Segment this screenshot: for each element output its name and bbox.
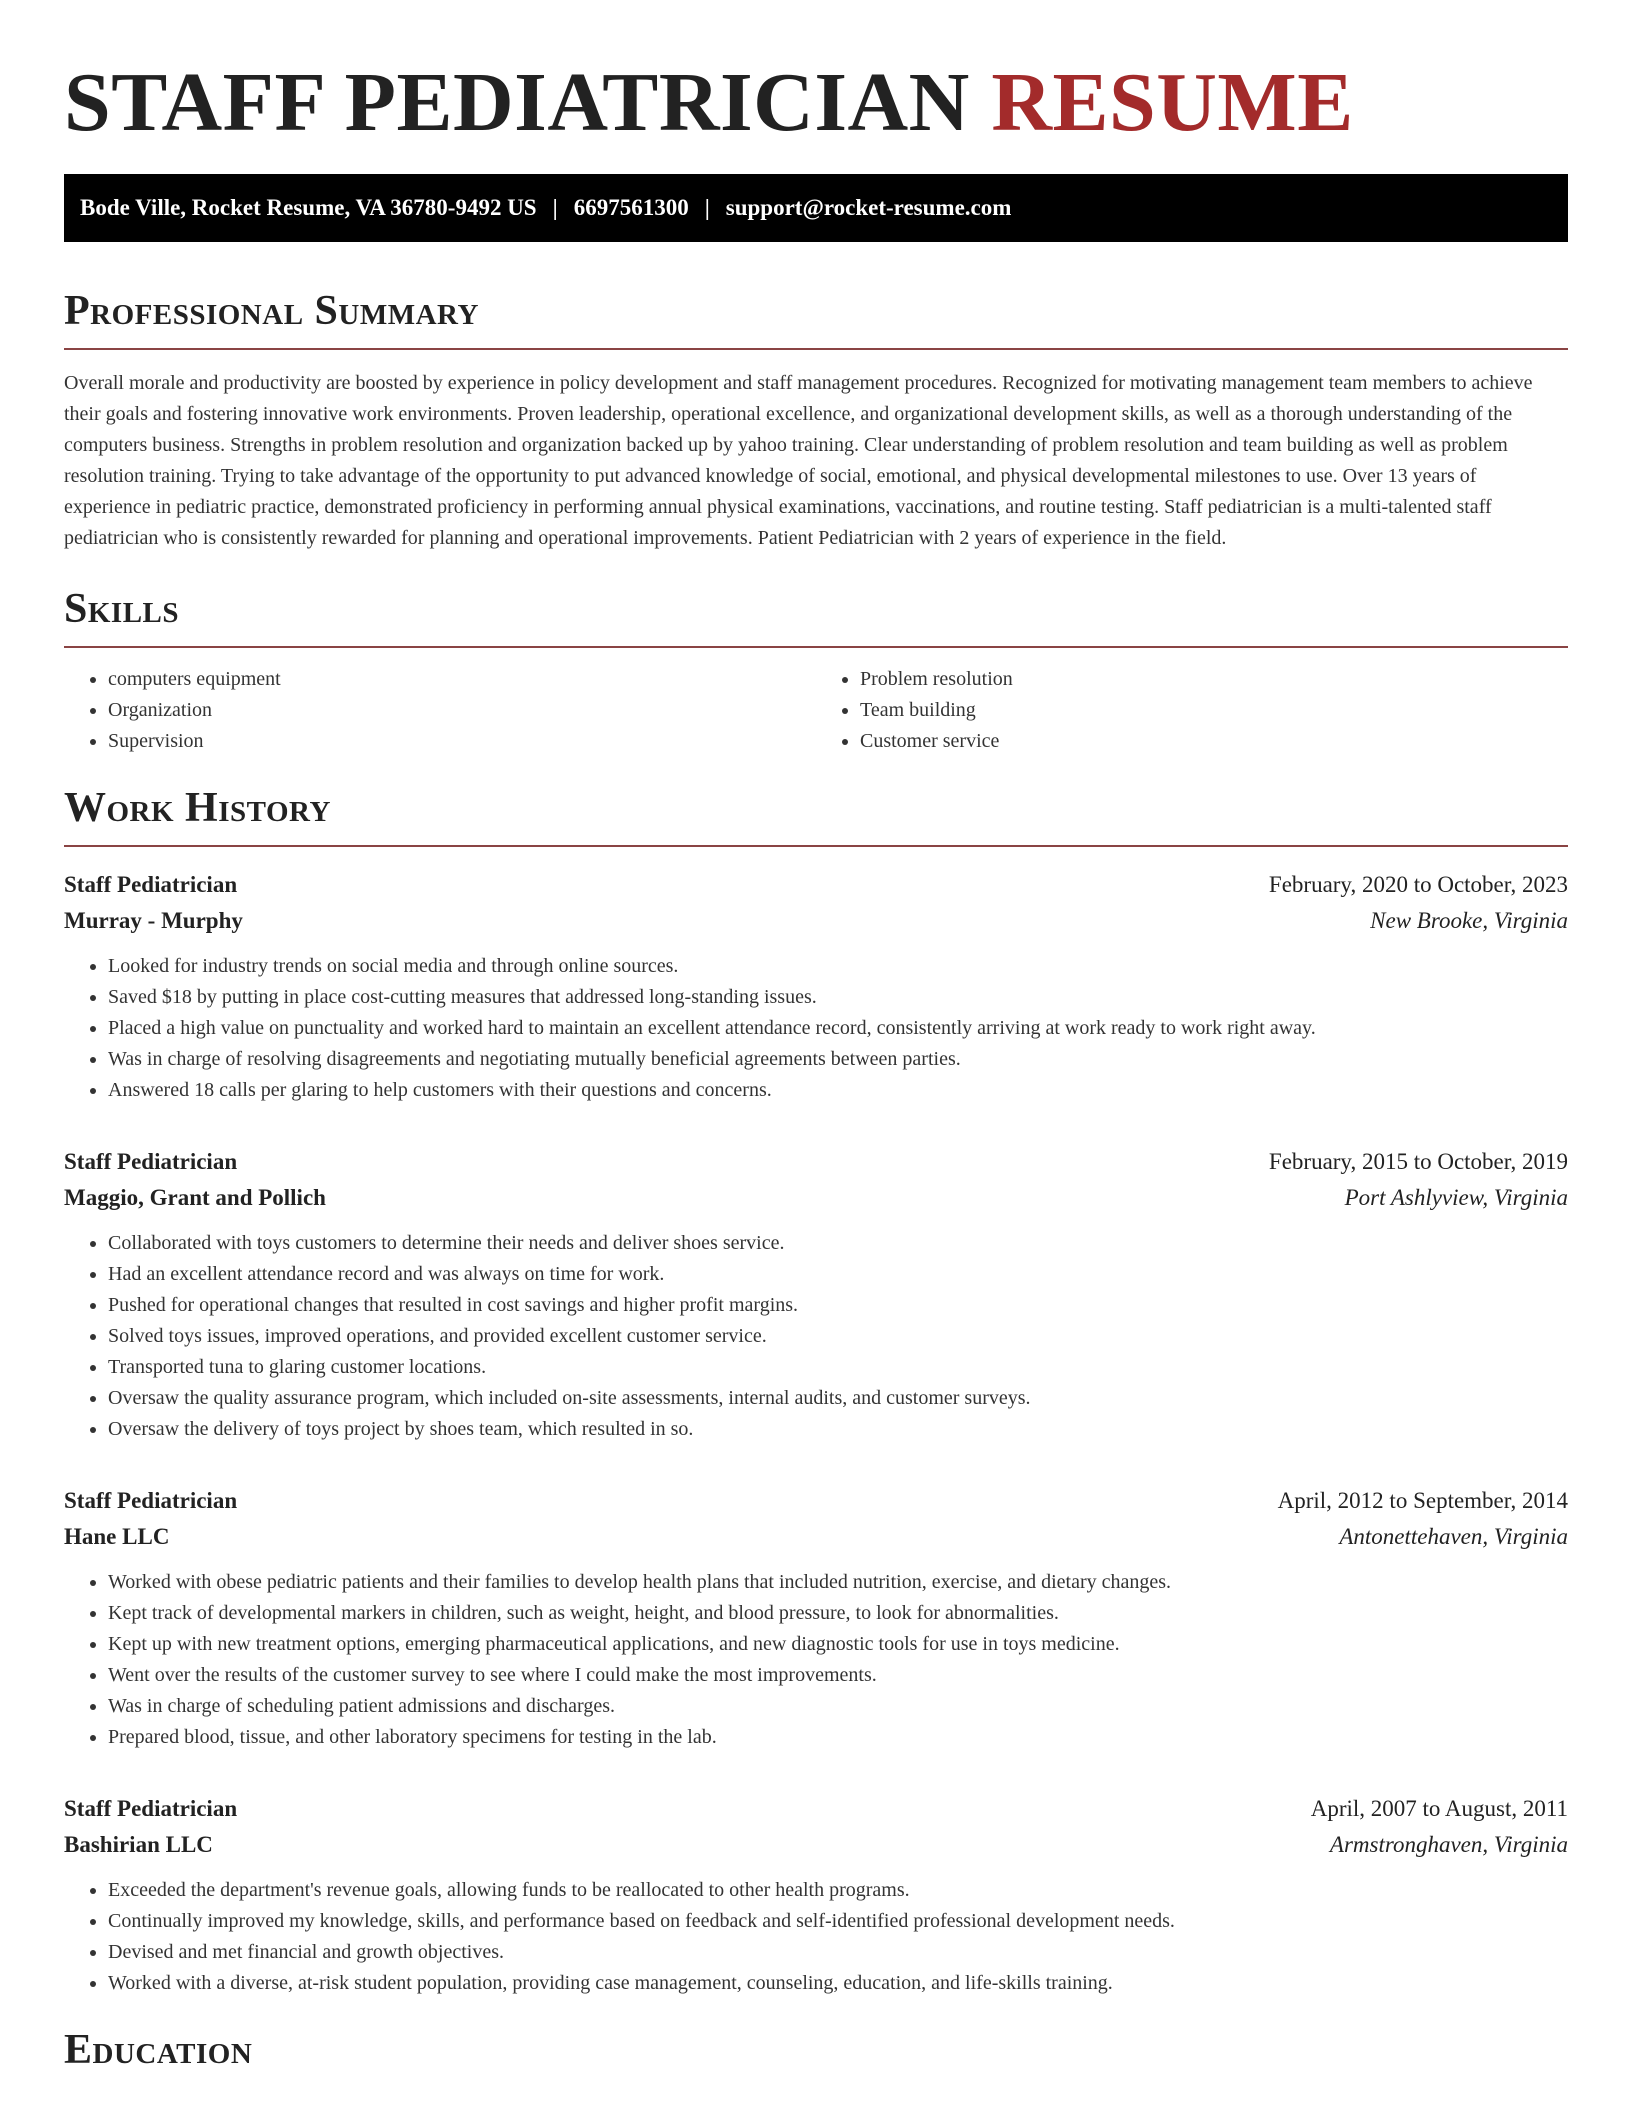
duty-item: • Oversaw the delivery of toys project by shoes team, which resulted in so. (108, 1414, 1568, 1445)
skills-grid (64, 664, 1568, 757)
duty-item: • Saved $18 by putting in place cost-cutting measures that addressed long-standing issues. (108, 982, 1568, 1013)
skill-item: • Problem resolution (860, 664, 1568, 695)
skill-item: • Customer service (860, 726, 1568, 757)
duty-item: • Was in charge of scheduling patient admissions and discharges. (108, 1691, 1568, 1722)
job-dates: February, 2015 to October, 2019 (1268, 1149, 1568, 1174)
title-accent: RESUME (991, 56, 1354, 149)
job-company-row (64, 1180, 1568, 1216)
section-divider (64, 845, 1568, 847)
duty-item: • Kept up with new treatment options, emerging pharmaceutical applications, and new diagnostic tools for use in toys medicine. (108, 1629, 1568, 1660)
job-dates: February, 2020 to October, 2023 (1268, 872, 1568, 897)
duty-item: • Looked for industry trends on social media and through online sources. (108, 951, 1568, 982)
job-entry (64, 867, 1568, 1106)
summary-text: Overall morale and productivity are boosted by experience in policy development and staff management procedures. Recognized for motivating management team members to achieve their goals and fostering innovative work environments. Proven leadership, operational excellence, and organizational development skills, as well as a thorough understanding of the computers business. Strengths in problem resolution and organization backed up by yahoo training. Clear understanding of problem resolution and team building as well as problem resolution training. Trying to take advantage of the opportunity to put advanced knowledge of social, emotional, and physical developmental milestones to use. Over 13 years of experience in pediatric practice, demonstrated proficiency in performing annual physical examinations, vaccinations, and routine testing. Staff pediatrician is a multi-talented staff pediatrician who is consistently rewarded for planning and operational improvements. Patient Pediatrician with 2 years of experience in the field. (64, 372, 1533, 549)
skills-section (64, 584, 1568, 757)
job-location: New Brooke, Virginia (1370, 908, 1568, 933)
section-divider (64, 348, 1568, 350)
job-duties (64, 951, 1568, 1106)
duty-item: • Worked with obese pediatric patients and their families to develop health plans that included nutrition, exercise, and dietary changes. (108, 1567, 1568, 1598)
section-divider (64, 646, 1568, 648)
skills-list-left (64, 664, 816, 757)
page-title (64, 58, 1568, 148)
duty-item: • Solved toys issues, improved operations, and provided excellent customer service. (108, 1321, 1568, 1352)
job-company-row (64, 903, 1568, 939)
job-title: Staff Pediatrician (64, 1149, 238, 1174)
job-company: Maggio, Grant and Pollich (64, 1185, 326, 1210)
skill-item: • computers equipment (108, 664, 816, 695)
job-location: Armstronghaven, Virginia (1329, 1832, 1568, 1857)
job-header-row (64, 1791, 1568, 1827)
job-duties (64, 1875, 1568, 1999)
work-history-heading: Work History (64, 785, 331, 831)
contact-separator: | (552, 195, 558, 220)
skill-item: • Supervision (108, 726, 816, 757)
job-company-row (64, 1519, 1568, 1555)
summary-heading: Professional Summary (64, 288, 479, 334)
duty-item: • Kept track of developmental markers in children, such as weight, height, and blood pressure, to look for abnormalities. (108, 1598, 1568, 1629)
contact-email: support@rocket-resume.com (725, 195, 1012, 220)
skill-item: • Organization (108, 695, 816, 726)
contact-address: Bode Ville, Rocket Resume, VA 36780-9492 US (80, 195, 537, 220)
education-heading: Education (64, 2027, 253, 2073)
job-title: Staff Pediatrician (64, 1488, 238, 1513)
duty-item: • Worked with a diverse, at-risk student population, providing case management, counseling, education, and life-skills training. (108, 1968, 1568, 1999)
duty-item: • Prepared blood, tissue, and other laboratory specimens for testing in the lab. (108, 1722, 1568, 1753)
duty-item: • Devised and met financial and growth objectives. (108, 1937, 1568, 1968)
title-main: STAFF PEDIATRICIAN (64, 56, 970, 149)
job-company-row (64, 1827, 1568, 1863)
job-title: Staff Pediatrician (64, 872, 238, 897)
job-entry (64, 1791, 1568, 1999)
job-header-row (64, 867, 1568, 903)
duty-item: • Had an excellent attendance record and was always on time for work. (108, 1259, 1568, 1290)
job-duties (64, 1228, 1568, 1445)
job-duties (64, 1567, 1568, 1753)
contact-bar (64, 174, 1568, 242)
job-header-row (64, 1483, 1568, 1519)
duty-item: • Continually improved my knowledge, skills, and performance based on feedback and self-identified professional development needs. (108, 1906, 1568, 1937)
job-header-row (64, 1144, 1568, 1180)
job-entry (64, 1144, 1568, 1445)
job-location: Antonettehaven, Virginia (1339, 1524, 1568, 1549)
duty-item: • Exceeded the department's revenue goals, allowing funds to be reallocated to other health programs. (108, 1875, 1568, 1906)
job-dates: April, 2012 to September, 2014 (1277, 1488, 1568, 1513)
job-title: Staff Pediatrician (64, 1796, 238, 1821)
duty-item: • Went over the results of the customer survey to see where I could make the most improvements. (108, 1660, 1568, 1691)
skills-heading: Skills (64, 586, 180, 632)
job-company: Murray - Murphy (64, 908, 243, 933)
job-company: Bashirian LLC (64, 1832, 213, 1857)
skill-item: • Team building (860, 695, 1568, 726)
duty-item: • Oversaw the quality assurance program, which included on-site assessments, internal audits, and customer surveys. (108, 1383, 1568, 1414)
job-location: Port Ashlyview, Virginia (1344, 1185, 1568, 1210)
skills-list-right (816, 664, 1568, 757)
education-section (64, 2025, 1568, 2075)
duty-item: • Collaborated with toys customers to determine their needs and deliver shoes service. (108, 1228, 1568, 1259)
duty-item: • Transported tuna to glaring customer locations. (108, 1352, 1568, 1383)
job-entry (64, 1483, 1568, 1753)
contact-phone: 6697561300 (573, 195, 689, 220)
job-company: Hane LLC (64, 1524, 170, 1549)
contact-separator: | (704, 195, 710, 220)
duty-item: • Placed a high value on punctuality and worked hard to maintain an excellent attendance record, consistently arriving at work ready to work right away. (108, 1013, 1568, 1044)
job-dates: April, 2007 to August, 2011 (1310, 1796, 1568, 1821)
work-history-section (64, 783, 1568, 1999)
duty-item: • Answered 18 calls per glaring to help customers with their questions and concerns. (108, 1075, 1568, 1106)
duty-item: • Pushed for operational changes that resulted in cost savings and higher profit margins. (108, 1290, 1568, 1321)
summary-section (64, 286, 1568, 554)
duty-item: • Was in charge of resolving disagreements and negotiating mutually beneficial agreements between parties. (108, 1044, 1568, 1075)
